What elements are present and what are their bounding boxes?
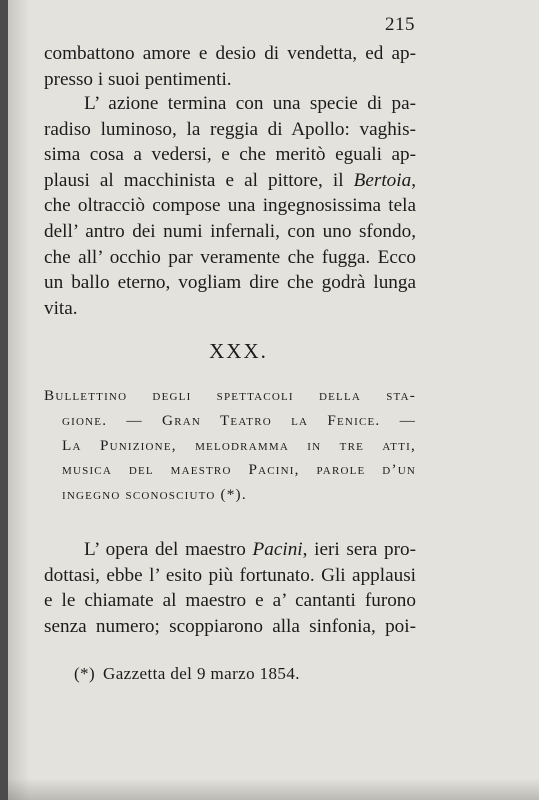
name-bertoia: Bertoia	[353, 169, 412, 191]
footnote	[74, 664, 300, 684]
footnote-mark: (*)	[74, 664, 96, 683]
text-line: e le chiamate al maestro e a’ cantanti furono	[44, 590, 416, 612]
paragraph-continuation	[44, 41, 416, 92]
heading-line: musica del maestro Pacini, parole d’un	[62, 461, 416, 479]
book-page	[8, 0, 539, 800]
heading-line: La Punizione, melodramma in tre atti,	[62, 436, 416, 454]
heading-line: Bullettino degli spettacoli della sta-	[44, 387, 416, 404]
text-line-segment: , ieri sera pro-	[302, 539, 416, 560]
text-line: sima cosa a vedersi, e che meritò eguali ap-	[44, 144, 416, 166]
name-pacini: Pacini	[252, 539, 303, 560]
heading-line: ingegno sconosciuto (*).	[62, 486, 247, 504]
text-line: vita.	[44, 297, 78, 319]
chapter-number: XXX.	[209, 339, 268, 363]
text-line: combattono amore e desio di vendetta, ed ap-	[44, 43, 416, 64]
text-line: L’ azione termina con una specie di pa-	[84, 93, 416, 114]
text-line: un ballo eterno, vogliam dire che godrà lunga	[44, 272, 416, 294]
paragraph-azione	[44, 91, 416, 321]
text-line: dottasi, ebbe l’ esito più fortunato. Gli applausi	[44, 564, 416, 586]
text-line: che oltracciò compose una ingegnosissima tela	[44, 195, 416, 217]
text-line: presso i suoi pentimenti.	[44, 68, 232, 90]
footnote-text: Gazzetta del 9 marzo 1854.	[103, 664, 300, 683]
text-line-segment: L’ opera del maestro	[84, 539, 253, 560]
text-line: che all’ occhio par veramente che fugga. Ecco	[44, 246, 416, 268]
page-number: 215	[385, 14, 415, 35]
page-shadow-left	[8, 0, 30, 800]
chapter-heading	[44, 384, 416, 508]
text-line: dell’ antro dei numi infernali, con uno sfondo,	[44, 220, 416, 242]
text-line	[44, 537, 416, 563]
text-line-segment: plausi al macchinista e al pittore, il	[44, 169, 354, 191]
text-line: radiso luminoso, la reggia di Apollo: vaghis-	[44, 118, 416, 140]
page-shadow-bottom	[8, 778, 539, 800]
page-edge	[0, 0, 8, 800]
heading-line: gione. — Gran Teatro la Fenice. —	[62, 411, 416, 429]
comma: ,	[411, 169, 416, 191]
text-line	[44, 168, 416, 194]
text-line: senza numero; scoppiarono alla sinfonia, poi-	[44, 615, 416, 637]
paragraph-opera	[44, 537, 416, 639]
